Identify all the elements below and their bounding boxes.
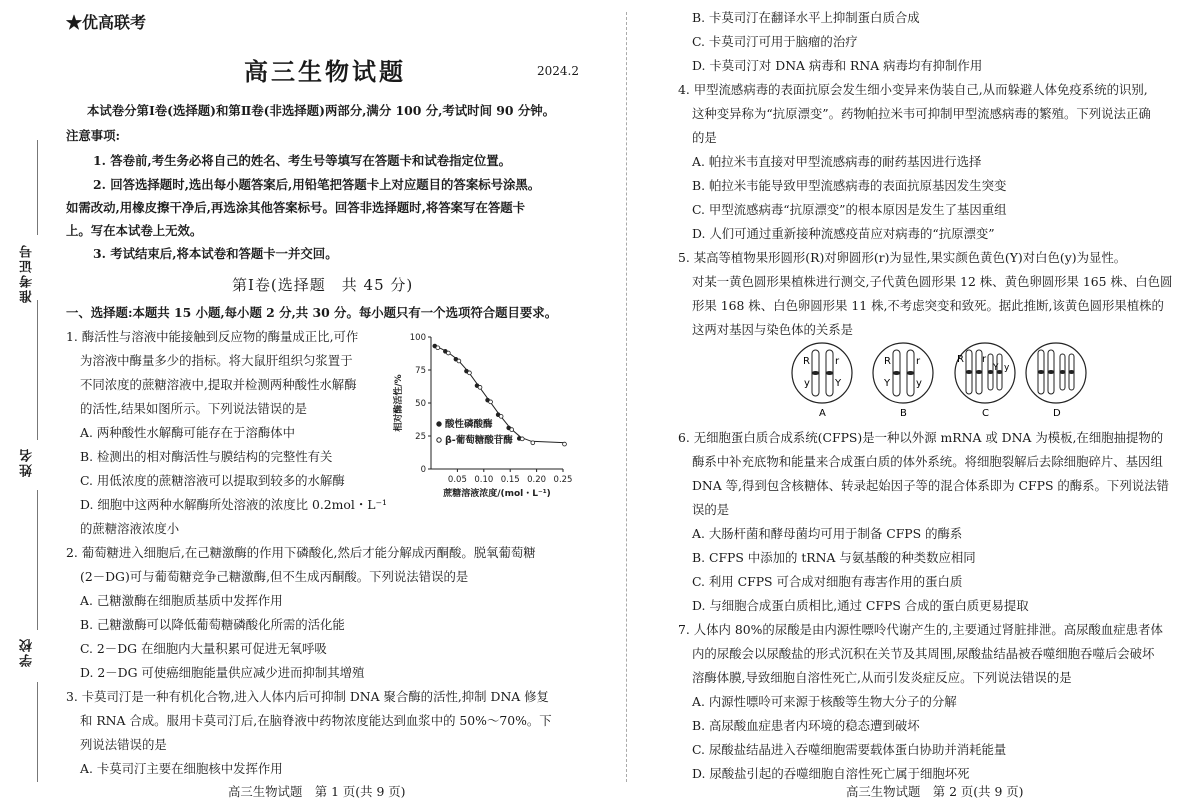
side-label-name: 姓名 [20,447,35,477]
q3-stem: 列说法错误的是 [80,737,167,752]
q1-option-b: B. 检测出的相对酶活性与膜结构的完整性有关 [80,449,333,464]
q7-option-a: A. 内源性嘌呤可来源于核酸等生物大分子的分解 [692,694,957,709]
q4-option-a: A. 帕拉米韦直接对甲型流感病毒的耐药基因进行选择 [692,154,982,169]
legend-label: β-葡萄糖酸苷酶 [445,435,513,446]
q4-option-c: C. 甲型流感病毒“抗原漂变”的根本原因是发生了基因重组 [692,202,1007,217]
note-1: 1. 答卷前,考生务必将自己的姓名、考生号等填写在答题卡和试卷指定位置。 [93,153,512,168]
diagram-label-a: A [819,408,826,419]
y-tick-label: 25 [415,432,426,442]
q1-option-c: C. 用低浓度的蔗糖溶液可以提取到较多的水解酶 [80,473,345,488]
q1-option-a: A. 两种酸性水解酶可能存在于溶酶体中 [80,425,296,440]
brand-label: ★优高联考 [66,13,147,32]
q1-stem: 为溶液中酶量多少的指标。将大鼠肝组织匀浆置于 [80,353,353,368]
q7-stem: 溶酶体膜,导致细胞自溶性死亡,从而引发炎症反应。下列说法错误的是 [692,670,1072,685]
q3-option-c: C. 卡莫司汀可用于脑瘤的治疗 [692,34,858,49]
data-point-glucuronidase [478,385,482,389]
gene-label: R [957,354,964,365]
q3-option-d: D. 卡莫司汀对 DNA 病毒和 RNA 病毒均有抑制作用 [692,58,983,73]
q7-option-b: B. 高尿酸血症患者内环境的稳态遭到破坏 [692,718,920,733]
data-point-glucuronidase [531,441,535,445]
q6-option-b: B. CFPS 中添加的 tRNA 与氨基酸的种类数应相同 [692,550,976,565]
legend-label: 酸性磷酸酶 [445,419,493,430]
q4-stem: 这种变异称为“抗原漂变”。药物帕拉米韦可抑制甲型流感病毒的繁殖。下列说法正确 [692,106,1151,121]
gene-label: y [916,378,922,389]
side-label-exam-number: 准考证号 [20,243,35,303]
q2-option-d: D. 2－DG 可使癌细胞能量供应减少进而抑制其增殖 [80,665,365,680]
q1-option-d: D. 细胞中这两种水解酶所处溶液的浓度比 0.2mol・L⁻¹ [80,497,387,512]
q5-stem: 形果 168 株、白色卵圆形果 11 株,不考虑突变和致死。据此推断,该黄色圆形果植株的 [692,298,1164,313]
page-footer-right: 高三生物试题 第 2 页(共 9 页) [846,784,1024,799]
note-3: 3. 考试结束后,将本试卷和答题卡一并交回。 [93,246,338,261]
note-2-cont: 如需改动,用橡皮擦干净后,再选涂其他答案标号。回答非选择题时,将答案写在答题卡 [66,200,526,215]
x-tick-label: 0.25 [553,475,573,485]
data-point-glucuronidase [489,400,493,404]
diagram-c [955,343,1015,419]
q2-option-a: A. 己糖激酶在细胞质基质中发挥作用 [80,593,283,608]
data-point-glucuronidase [510,428,514,432]
diagram-d [1026,343,1086,419]
note-2-cont: 上。写在本试卷上无效。 [66,223,203,238]
q5-stem: 5. 某高等植物果形圆形(R)对卵圆形(r)为显性,果实颜色黄色(Y)对白色(y)为显性。 [678,250,1127,265]
q4-stem: 的是 [692,130,717,145]
q5-stem: 这两对基因与染色体的关系是 [692,322,854,337]
q3-option-a: A. 卡莫司汀主要在细胞核中发挥作用 [80,761,283,776]
gene-label: r [835,356,840,367]
q6-option-d: D. 与细胞合成蛋白质相比,通过 CFPS 合成的蛋白质更易提取 [692,598,1029,613]
q2-stem: 2. 葡萄糖进入细胞后,在己糖激酶的作用下磷酸化,然后才能分解成丙酮酸。脱氧葡萄糖 [66,545,536,560]
page-footer-left: 高三生物试题 第 1 页(共 9 页) [228,784,406,799]
gene-label: R [884,356,891,367]
data-point-glucuronidase [520,437,524,441]
y-axis-label: 相对酶活性/% [394,374,404,432]
q6-option-c: C. 利用 CFPS 可合成对细胞有毒害作用的蛋白质 [692,574,963,589]
x-tick-label: 0.20 [527,475,547,485]
data-point-glucuronidase [563,442,567,446]
diagram-a [792,343,852,419]
q2-option-b: B. 己糖激酶可以降低葡萄糖磷酸化所需的活化能 [80,617,345,632]
q7-stem: 内的尿酸会以尿酸盐的形式沉积在关节及其周围,尿酸盐结晶被吞噬细胞吞噬后会破坏 [692,646,1155,661]
q3-stem: 3. 卡莫司汀是一种有机化合物,进入人体内后可抑制 DNA 聚合酶的活性,抑制 DNA 修复 [66,689,549,704]
y-tick-label: 75 [415,366,426,376]
diagram-label-c: C [982,408,989,419]
x-axis-label: 蔗糖溶液浓度/(mol・L⁻¹) [443,489,551,499]
binding-line [37,490,38,630]
q7-stem: 7. 人体内 80%的尿酸是由内源性嘌呤代谢产生的,主要通过肾脏排泄。高尿酸血症患者体 [678,622,1163,637]
data-point-glucuronidase [499,414,503,418]
binding-line [37,682,38,782]
q2-option-c: C. 2－DG 在细胞内大量积累可促进无氧呼吸 [80,641,327,656]
diagram-label-b: B [900,408,907,419]
x-tick-label: 0.05 [447,475,467,485]
q7-option-d: D. 尿酸盐引起的吞噬细胞自溶性死亡属于细胞坏死 [692,766,970,781]
gene-label: r [916,356,921,367]
q7-option-c: C. 尿酸盐结晶进入吞噬细胞需要载体蛋白协助并消耗能量 [692,742,1007,757]
gene-label: Y [835,378,842,389]
data-point-glucuronidase [436,346,440,350]
gene-label: y [1004,363,1010,373]
page-title: 高三生物试题 [244,57,406,86]
enzyme-activity-chart [385,325,585,505]
q5-stem: 对某一黄色圆形果植株进行测交,子代黄色圆形果 12 株、黄色卵圆形果 165 株、白色圆 [692,274,1173,289]
data-point-glucuronidase [468,371,472,375]
q6-stem: 误的是 [692,502,730,517]
gene-label: Y [993,363,999,373]
q3-stem: 和 RNA 合成。服用卡莫司汀后,在脑脊液中药物浓度能达到血浆中的 50%～70%。下 [80,713,552,728]
q4-stem: 4. 甲型流感病毒的表面抗原会发生细小变异来伪装自己,从而躲避人体免疫系统的识别, [678,82,1148,97]
side-label-school: 学校 [20,637,35,667]
chromosome-diagrams [790,340,1090,422]
data-point-glucuronidase [457,359,461,363]
gene-label: r [982,354,987,365]
gene-label: R [803,356,810,367]
legend-marker [437,438,441,442]
binding-line [37,140,38,235]
q1-stem: 的活性,结果如图所示。下列说法错误的是 [80,401,307,416]
x-tick-label: 0.15 [500,475,520,485]
diagram-label-d: D [1053,408,1061,419]
q4-option-d: D. 人们可通过重新接种流感疫苗应对病毒的“抗原漂变” [692,226,995,241]
q1-stem: 不同浓度的蔗糖溶液中,提取并检测两种酸性水解酶 [80,377,357,392]
exam-date: 2024.2 [537,64,579,78]
page-divider [626,12,627,782]
binding-line [37,300,38,440]
data-point-glucuronidase [446,351,450,355]
q4-option-b: B. 帕拉米韦能导致甲型流感病毒的表面抗原基因发生突变 [692,178,1007,193]
q1-option-d-cont: 的蔗糖溶液浓度小 [80,521,180,536]
q2-stem: (2－DG)可与葡萄糖竞争己糖激酶,但不生成丙酮酸。下列说法错误的是 [80,569,469,584]
x-tick-label: 0.10 [474,475,494,485]
y-tick-label: 50 [415,399,426,409]
gene-label: y [804,378,810,389]
notes-heading: 注意事项: [66,128,121,143]
legend-marker [437,422,441,426]
y-tick-label: 100 [409,333,426,343]
section-title: 第Ⅰ卷(选择题 共 45 分) [232,276,414,294]
q6-stem: DNA 等,得到包含核糖体、转录起始因子等的混合体系即为 CFPS 的酶系。下列说法错 [692,478,1169,493]
q6-stem: 酶系中补充底物和能量来合成蛋白质的体外系统。将细胞裂解后去除细胞碎片、基因组 [692,454,1163,469]
q3-option-b: B. 卡莫司汀在翻译水平上抑制蛋白质合成 [692,10,920,25]
section-instructions: 一、选择题:本题共 15 小题,每小题 2 分,共 30 分。每小题只有一个选项符合题目要求。 [66,305,558,320]
note-2: 2. 回答选择题时,选出每小题答案后,用铅笔把答题卡上对应题目的答案标号涂黑。 [93,177,541,192]
q1-stem: 1. 酶活性与溶液中能接触到反应物的酶量成正比,可作 [66,329,359,344]
q6-stem: 6. 无细胞蛋白质合成系统(CFPS)是一种以外源 mRNA 或 DNA 为模板,在细胞抽提物的 [678,430,1164,445]
diagram-b [873,343,933,419]
q6-option-a: A. 大肠杆菌和酵母菌均可用于制备 CFPS 的酶系 [692,526,963,541]
gene-label: Y [884,378,891,389]
intro-line: 本试卷分第Ⅰ卷(选择题)和第Ⅱ卷(非选择题)两部分,满分 100 分,考试时间 90 分钟。 [87,103,556,118]
y-tick-label: 0 [420,465,426,475]
